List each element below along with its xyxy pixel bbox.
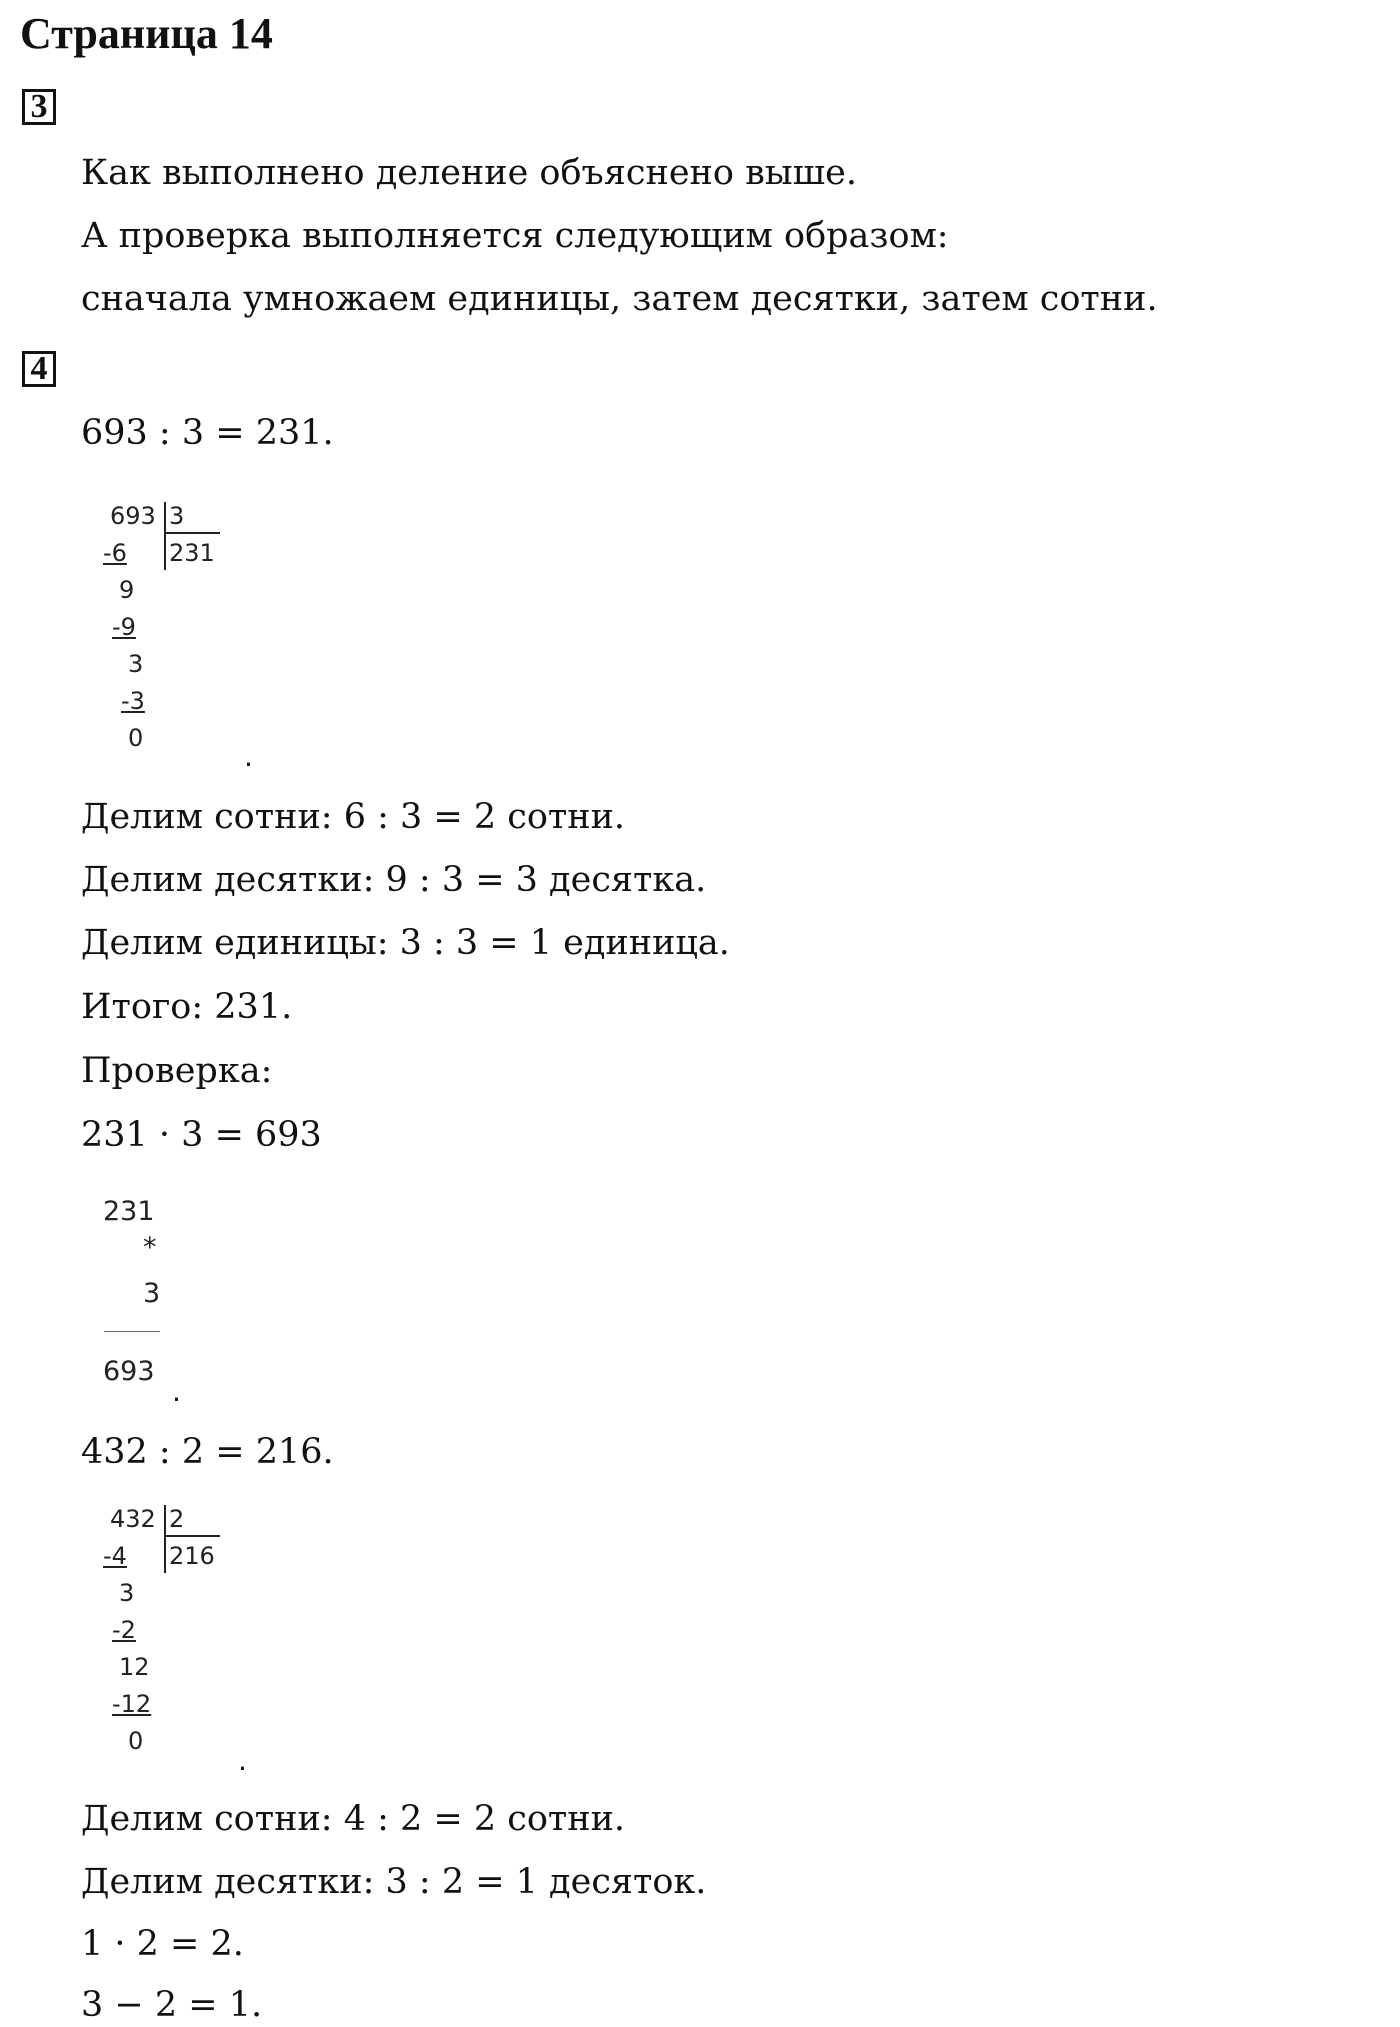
- division-horizontal-line: [164, 1535, 220, 1537]
- division-vertical-line: [164, 1505, 166, 1573]
- trailing-dot: .: [244, 740, 253, 773]
- trailing-dot: .: [238, 1744, 247, 1777]
- step-subtrahend: -9: [112, 613, 136, 641]
- equation-2: 432 : 2 = 216.: [81, 1432, 334, 1472]
- multiplication-line: [104, 1331, 160, 1332]
- equation-1: 693 : 3 = 231.: [81, 413, 334, 453]
- quotient: 231: [169, 539, 215, 567]
- division-vertical-line: [164, 502, 166, 570]
- divisor: 2: [169, 1505, 185, 1533]
- dividend: 693: [110, 502, 156, 530]
- step-remainder: 0: [128, 724, 144, 752]
- multiplicand: 231: [103, 1196, 155, 1227]
- trailing-dot: .: [172, 1375, 181, 1408]
- division-horizontal-line: [164, 532, 220, 534]
- step-subtrahend: -4: [103, 1542, 127, 1570]
- step-remainder: 9: [119, 576, 135, 604]
- explanation-1-line-5: Проверка:: [81, 1051, 273, 1091]
- divisor: 3: [169, 502, 185, 530]
- step-remainder: 3: [119, 1579, 135, 1607]
- explanation-2-line-3: 1 · 2 = 2.: [81, 1924, 244, 1964]
- explanation-1-line-6: 231 · 3 = 693: [81, 1115, 322, 1155]
- step-remainder: 0: [128, 1727, 144, 1755]
- explanation-1-line-1: Делим сотни: 6 : 3 = 2 сотни.: [81, 797, 626, 837]
- step-subtrahend: -3: [121, 687, 145, 715]
- step-subtrahend: -12: [112, 1690, 152, 1718]
- multiply-sign: *: [143, 1232, 157, 1263]
- step-subtrahend: -2: [112, 1616, 136, 1644]
- task-number-3: 3: [22, 89, 56, 125]
- explanation-2-line-4: 3 − 2 = 1.: [81, 1985, 263, 2025]
- step-remainder: 12: [119, 1653, 150, 1681]
- step-remainder: 3: [128, 650, 144, 678]
- explanation-1-line-4: Итого: 231.: [81, 987, 293, 1027]
- page-title: Страница 14: [20, 9, 273, 58]
- task3-line-3: сначала умножаем единицы, затем десятки, затем сотни.: [81, 279, 1158, 319]
- task3-line-2: А проверка выполняется следующим образом:: [81, 216, 949, 256]
- task3-line-1: Как выполнено деление объяснено выше.: [81, 153, 858, 193]
- quotient: 216: [169, 1542, 215, 1570]
- product: 693: [103, 1356, 155, 1387]
- dividend: 432: [110, 1505, 156, 1533]
- explanation-1-line-2: Делим десятки: 9 : 3 = 3 десятка.: [81, 860, 707, 900]
- step-subtrahend: -6: [103, 539, 127, 567]
- task-number-4: 4: [22, 351, 56, 387]
- explanation-1-line-3: Делим единицы: 3 : 3 = 1 единица.: [81, 923, 730, 963]
- explanation-2-line-1: Делим сотни: 4 : 2 = 2 сотни.: [81, 1799, 626, 1839]
- multiplier: 3: [143, 1278, 161, 1309]
- explanation-2-line-2: Делим десятки: 3 : 2 = 1 десяток.: [81, 1862, 707, 1902]
